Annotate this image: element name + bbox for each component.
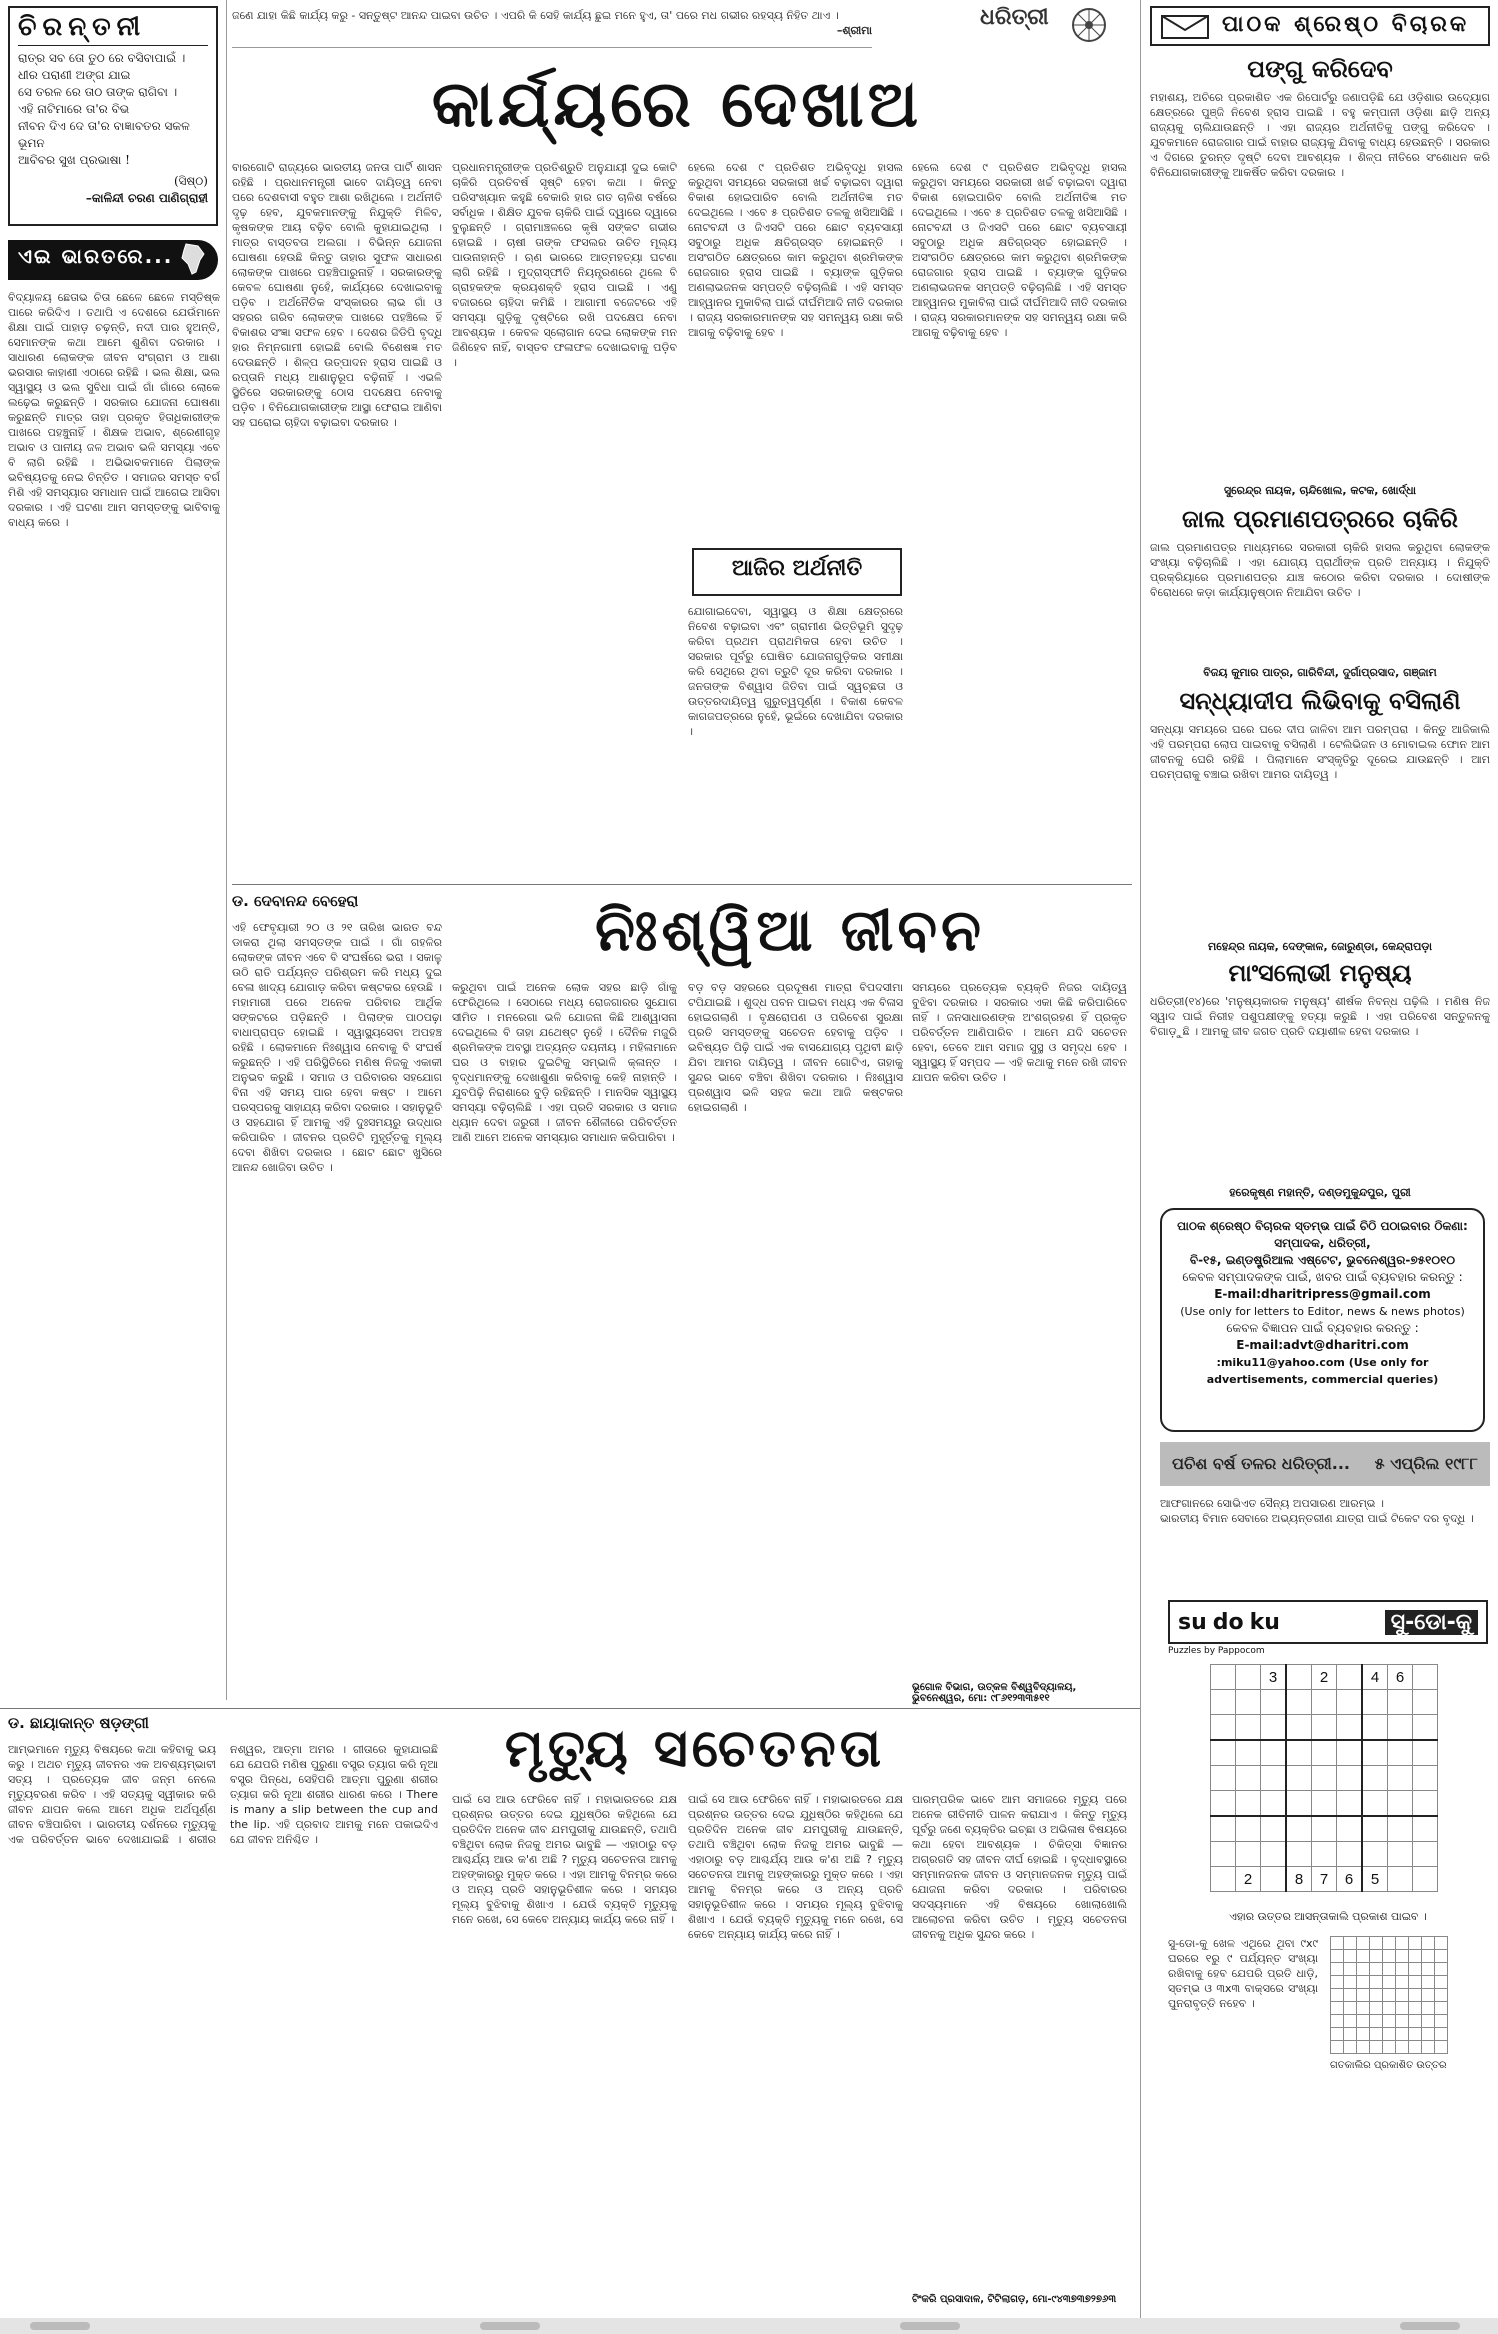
solution-cell <box>1370 1937 1383 1950</box>
article3-footer: ଟିଂକରି ପ୍ରସାଦାଳ, ଟିଟିଲାଗଡ଼, ମୋ-୯୪୩୭୩୭୨୭୬୩ <box>912 2294 1117 2305</box>
sudoku-cell[interactable] <box>1211 1867 1236 1892</box>
sudoku-cell[interactable]: 2 <box>1236 1867 1261 1892</box>
sudoku-cell[interactable] <box>1337 1791 1363 1817</box>
letter3-sig: ମହେନ୍ଦ୍ର ନାୟକ, ଦେଙ୍କାଳ, ଜୋରୁଣ୍ଡା, କେନ୍ଦ୍ରାପଡ଼ା <box>1208 940 1432 953</box>
article1-col3: ହେଲେ ଦେଶ ୯ ପ୍ରତିଶତ ଅଭିବୃଦ୍ଧି ହାସଲ କରୁଥିବା ସମୟରେ ସରକାରୀ ଖର୍ଚ୍ଚ ବଢ଼ାଇବା ଦ୍ୱାରା ବିକାଶ ହୋଇପାରିବ ବୋଲି ଅର୍ଥନୀତିଜ୍ଞ ମତ ଦେଇଥିଲେ । ଏବେ ୫ ପ୍ରତିଶତ ତଳକୁ ଖସିଆସିଛି । ନୋଟବନ୍ଦୀ ଓ ଜିଏସଟି ପରେ ଛୋଟ ବ୍ୟବସାୟୀ ସବୁଠାରୁ ଅଧିକ କ୍ଷତିଗ୍ରସ୍ତ ହୋଇଛନ୍ତି । ଅସଂଗଠିତ କ୍ଷେତ୍ରରେ କାମ କରୁଥିବା ଶ୍ରମିକଙ୍କ ରୋଜଗାର ହ୍ରାସ ପାଇଛି । ବ୍ୟାଙ୍କ ଗୁଡ଼ିକର ଅଣଲାଭଜନକ ସମ୍ପତ୍ତି ବଢ଼ିଚାଲିଛି । ଏହି ସମସ୍ତ ଆହ୍ୱାନର ମୁକାବିଲା ପାଇଁ ଦୀର୍ଘମିଆଦି ନୀତି ଦରକାର । ରାଜ୍ୟ ସରକାରମାନଙ୍କ ସହ ସମନ୍ୱୟ ରକ୍ଷା କରି ଆଗକୁ ବଢ଼ିବାକୁ ହେବ । <box>688 161 903 339</box>
anniversary-right: ୫ ଏପ୍ରିଲ ୧୯୮୮ <box>1374 1454 1478 1473</box>
solution-cell <box>1422 1950 1435 1963</box>
sudoku-cell[interactable] <box>1388 1816 1413 1842</box>
solution-cell <box>1409 1976 1422 1989</box>
solution-cell <box>1383 1989 1396 2002</box>
sudoku-cell[interactable] <box>1261 1766 1287 1791</box>
solution-cell <box>1435 2015 1448 2028</box>
solution-cell <box>1331 2015 1344 2028</box>
address-email1[interactable]: E-mail:dharitripress@gmail.com <box>1214 1287 1431 1301</box>
poem-line: ଆବିବର ସୁଖ ପ୍ରଭାଷା ! <box>18 153 130 167</box>
sudoku-cell[interactable] <box>1337 1665 1363 1690</box>
solution-cell <box>1435 1976 1448 1989</box>
solution-cell <box>1422 2015 1435 2028</box>
article2-col1: ଏହି ଫେବୃୟାରୀ ୨୦ ଓ ୨୧ ତାରିଖ ଭାରତ ବନ୍ଦ ଡାକରା ଥିଲା ସମସ୍ତଙ୍କ ପାଇଁ । ଗାଁ ଗହଳିର ଲୋକଙ୍କ ଜୀବନ ଏବେ ବି ସଂଘର୍ଷରେ ଭରା । ସକାଳୁ ଉଠି ରାତି ପର୍ଯ୍ୟନ୍ତ ପରିଶ୍ରମ କରି ମଧ୍ୟ ଦୁଇ ବେଳା ଖାଦ୍ୟ ଯୋଗାଡ଼ କରିବା କଷ୍ଟକର ହେଉଛି । ମହାମାରୀ ପରେ ଅନେକ ପରିବାର ଆର୍ଥିକ ସଙ୍କଟରେ ପଡ଼ିଛନ୍ତି । ପିଲାଙ୍କ ପାଠପଢ଼ା ବାଧାପ୍ରାପ୍ତ ହୋଇଛି । ସ୍ୱାସ୍ଥ୍ୟସେବା ଅପହଞ୍ଚ ରହିଛି । ଲୋକମାନେ ନିଃଶ୍ୱାସ ନେବାକୁ ବି ସଂଘର୍ଷ କରୁଛନ୍ତି । ଏହି ପରିସ୍ଥିତିରେ ମଣିଷ ନିଜକୁ ଏକାକୀ ଅନୁଭବ କରୁଛି । ସମାଜ ଓ ପରିବାରର ସହଯୋଗ ବିନା ଏହି ସମୟ ପାର ହେବା କଷ୍ଟ । ଆମେ ପରସ୍ପରକୁ ସାହାଯ୍ୟ କରିବା ଦରକାର । ସହାନୁଭୂତି ଓ ସହଯୋଗ ହିଁ ଆମକୁ ଏହି ଦୁଃସମୟରୁ ଉଦ୍ଧାର କରିପାରିବ । ଜୀବନର ପ୍ରତିଟି ମୁହୂର୍ତ୍ତକୁ ମୂଲ୍ୟ ଦେବା ଶିଖିବା ଦରକାର । ଛୋଟ ଛୋଟ ଖୁସିରେ ଆନନ୍ଦ ଖୋଜିବା ଉଚିତ । <box>232 921 442 1174</box>
solution-cell <box>1409 1989 1422 2002</box>
solution-cell <box>1370 1976 1383 1989</box>
solution-cell <box>1370 2028 1383 2041</box>
solution-cell <box>1331 1950 1344 1963</box>
sudoku-cell[interactable] <box>1337 1690 1363 1715</box>
solution-cell <box>1435 2002 1448 2015</box>
sudoku-cell[interactable]: 4 <box>1362 1665 1388 1690</box>
letters-header <box>1150 6 1490 46</box>
sudoku-cell[interactable] <box>1337 1766 1363 1791</box>
solution-cell <box>1370 1963 1383 1976</box>
sudoku-cell[interactable] <box>1413 1690 1438 1715</box>
sudoku-cell[interactable] <box>1261 1690 1287 1715</box>
sudoku-cell[interactable] <box>1236 1665 1261 1690</box>
solution-cell <box>1409 1937 1422 1950</box>
sudoku-cell[interactable] <box>1413 1665 1438 1690</box>
sudoku-cell[interactable] <box>1362 1842 1388 1867</box>
sudoku-cell[interactable] <box>1236 1842 1261 1867</box>
sudoku-cell[interactable] <box>1286 1766 1312 1791</box>
article2-footer: ଭୂଗୋଳ ବିଭାଗ, ଉତ୍କଳ ବିଶ୍ୱବିଦ୍ୟାଳୟ, ଭୁବନେଶ୍ୱର, ମୋ: ୯୮୬୧୨୩୩୫୧୧ <box>912 1682 1077 1704</box>
article3-headline: ମୃତ୍ୟୁ ସଚେତନତା <box>504 1718 886 1779</box>
poem-author: –କାଳିନ୍ଦୀ ଚରଣ ପାଣିଗ୍ରାହୀ <box>85 191 208 205</box>
sudoku-cell[interactable] <box>1362 1690 1388 1715</box>
solution-cell <box>1344 1976 1357 1989</box>
solution-cell <box>1331 2002 1344 2015</box>
letter1-sig: ସୁରେନ୍ଦ୍ର ନାୟକ, ଚାନ୍ଦିଖୋଲ, କଟକ, ଖୋର୍ଦ୍ଧା <box>1223 484 1417 497</box>
sudoku-cell[interactable] <box>1413 1715 1438 1741</box>
sudoku-cell[interactable] <box>1286 1715 1312 1741</box>
solution-cell <box>1435 2028 1448 2041</box>
address-box <box>1160 1208 1485 1432</box>
solution-cell <box>1409 2002 1422 2015</box>
sudoku-cell[interactable] <box>1211 1740 1236 1766</box>
sudoku-cell[interactable] <box>1362 1715 1388 1741</box>
sudoku-cell[interactable] <box>1286 1665 1312 1690</box>
article1-col1: ବାରଗୋଟି ରାଜ୍ୟରେ ଭାରତୀୟ ଜନତା ପାର୍ଟି ଶାସନ ରହିଛି । ପ୍ରଧାନମନ୍ତ୍ରୀ ଭାବେ ଦାୟିତ୍ୱ ନେବା ପରେ ଦେଶବାସୀ ବହୁତ ଆଶା ରଖିଥିଲେ । ଅର୍ଥନୀତି ଦୃଢ଼ ହେବ, ଯୁବକମାନଙ୍କୁ ନିଯୁକ୍ତି ମିଳିବ, କୃଷକଙ୍କ ଆୟ ବଢ଼ିବ ବୋଲି କୁହାଯାଇଥିଲା । ମାତ୍ର ବାସ୍ତବତା ଅଲଗା । ବିଭିନ୍ନ ଯୋଜନା ଘୋଷଣା ହେଉଛି କିନ୍ତୁ ତାହାର ସୁଫଳ ସାଧାରଣ ଲୋକଙ୍କ ପାଖରେ ପହଞ୍ଚିପାରୁନାହିଁ । ସରକାରଙ୍କୁ କେବଳ ଘୋଷଣା ନୁହେଁ, କାର୍ଯ୍ୟରେ ଦେଖାଇବାକୁ ପଡ଼ିବ । ଅର୍ଥନୈତିକ ସଂସ୍କାରର ଲାଭ ଗାଁ ଓ ସହରର ଗରିବ ଲୋକଙ୍କ ପାଖରେ ପହଞ୍ଚିଲେ ହିଁ ବିକାଶର ସଂଜ୍ଞା ସଫଳ ହେବ । ଦେଶର ଜିଡିପି ବୃଦ୍ଧି ହାର ନିମ୍ନଗାମୀ ହୋଇଛି ବୋଲି ବିଶେଷଜ୍ଞ ମତ ଦେଉଛନ୍ତି । ଶିଳ୍ପ ଉତ୍ପାଦନ ହ୍ରାସ ପାଇଛି ଓ ରପ୍ତାନି ମଧ୍ୟ ଆଶାନୁରୂପ ବଢ଼ିନାହିଁ । ଏଭଳି ସ୍ଥିତିରେ ସରକାରଙ୍କୁ ଠୋସ ପଦକ୍ଷେପ ନେବାକୁ ପଡ଼ିବ । ବିନିଯୋଗକାରୀଙ୍କ ଆସ୍ଥା ଫେରାଇ ଆଣିବା ସହ ଘରୋଇ ଚାହିଦା ବଢ଼ାଇବା ଦରକାର । <box>232 161 442 429</box>
solution-cell <box>1357 1976 1370 1989</box>
solution-cell <box>1370 1950 1383 1963</box>
sudoku-cell[interactable] <box>1413 1791 1438 1817</box>
sudoku-cell[interactable]: 5 <box>1362 1867 1388 1892</box>
sudoku-cell[interactable] <box>1337 1740 1363 1766</box>
solution-cell <box>1422 1963 1435 1976</box>
sudoku-cell[interactable] <box>1236 1715 1261 1741</box>
sudoku-cell[interactable] <box>1388 1715 1413 1741</box>
solution-cell <box>1435 1989 1448 2002</box>
sudoku-cell[interactable] <box>1236 1791 1261 1817</box>
quote-strip <box>232 8 872 48</box>
sudoku-cell[interactable] <box>1211 1690 1236 1715</box>
solution-cell <box>1422 1976 1435 1989</box>
sudoku-cell[interactable] <box>1211 1791 1236 1817</box>
solution-cell <box>1344 2028 1357 2041</box>
solution-cell <box>1370 2002 1383 2015</box>
article2-col2: କରୁଥିବା ପାଇଁ ଅନେକ ଲୋକ ସହର ଛାଡ଼ି ଗାଁକୁ ଫେରିଥିଲେ । ସେଠାରେ ମଧ୍ୟ ରୋଜଗାରର ସୁଯୋଗ ସୀମିତ । ମନରେଗା ଭଳି ଯୋଜନା କିଛି ଆଶ୍ୱାସନା ଦେଇଥିଲେ ବି ତାହା ଯଥେଷ୍ଟ ନୁହେଁ । ଦୈନିକ ମଜୁରି ଶ୍ରମିକଙ୍କ ଅବସ୍ଥା ଅତ୍ୟନ୍ତ ଦୟନୀୟ । ମହିଳାମାନେ ଘର ଓ ବାହାର ଦୁଇଟିକୁ ସମ୍ଭାଳି କ୍ଳାନ୍ତ । ବୃଦ୍ଧମାନଙ୍କୁ ଦେଖାଶୁଣା କରିବାକୁ କେହି ନାହାନ୍ତି । ଯୁବପିଢ଼ି ନିରାଶାରେ ବୁଡ଼ି ରହିଛନ୍ତି । ମାନସିକ ସ୍ୱାସ୍ଥ୍ୟ ସମସ୍ୟା ବଢ଼ିଚାଲିଛି । ଏହା ପ୍ରତି ସରକାର ଓ ସମାଜ ଧ୍ୟାନ ଦେବା ଜରୁରୀ । ଜୀବନ ଶୈଳୀରେ ପରିବର୍ତ୍ତନ ଆଣି ଆମେ ଅନେକ ସମସ୍ୟାର ସମାଧାନ କରିପାରିବା । <box>452 981 677 1144</box>
sudoku-cell[interactable] <box>1388 1766 1413 1791</box>
anniversary-item: ଭାରତୀୟ ବିମାନ ସେବାରେ ଅଭ୍ୟନ୍ତରୀଣ ଯାତ୍ରା ପାଇଁ ଟିକେଟ ଦର ବୃଦ୍ଧି । <box>1160 1512 1474 1525</box>
address-email2[interactable]: E-mail:advt@dharitri.com <box>1236 1338 1409 1352</box>
sudoku-grid <box>1210 1664 1438 1892</box>
sudoku-rules: ସୁ-ଡୋ-କୁ ଖେଳ ଏଥିରେ ଥିବା ୯x୯ ଘରରେ ୧ରୁ ୯ ପର୍ଯ୍ୟନ୍ତ ସଂଖ୍ୟା ରଖିବାକୁ ହେବ ଯେପରି ପ୍ରତି ଧାଡ଼ି, ସ୍ତମ୍ଭ ଓ ୩x୩ ବାକ୍ସରେ ସଂଖ୍ୟା ପୁନରାବୃତ୍ତି ନହେବ । <box>1168 1937 1318 2010</box>
sudoku-cell[interactable] <box>1362 1740 1388 1766</box>
solution-cell <box>1396 1989 1409 2002</box>
poem <box>18 50 208 169</box>
poem-line: ନୀବନ ଦିଏ ଦେ ତା'ର ବାଜ୍ଞାବତର ସକଳ ଭୂମନ <box>18 119 190 150</box>
solution-cell <box>1409 2028 1422 2041</box>
sudoku-cell[interactable] <box>1362 1766 1388 1791</box>
solution-cell <box>1370 2041 1383 2054</box>
solution-cell <box>1435 1937 1448 1950</box>
strip-handle-1[interactable] <box>30 2322 90 2330</box>
letter2-body: ଜାଲ ପ୍ରମାଣପତ୍ର ମାଧ୍ୟମରେ ସରକାରୀ ଚାକିରି ହାସଲ କରୁଥିବା ଲୋକଙ୍କ ସଂଖ୍ୟା ବଢ଼ିଚାଲିଛି । ଏହା ଯୋଗ୍ୟ ପ୍ରାର୍ଥୀଙ୍କ ପ୍ରତି ଅନ୍ୟାୟ । ନିଯୁକ୍ତି ପ୍ରକ୍ରିୟାରେ ପ୍ରମାଣପତ୍ର ଯାଞ୍ଚ କଠୋର କରିବା ଦରକାର । ଦୋଷୀଙ୍କ ବିରୋଧରେ କଡ଼ା କାର୍ଯ୍ୟାନୁଷ୍ଠାନ ନିଆଯିବା ଉଚିତ । <box>1150 541 1490 599</box>
sudoku-cell[interactable] <box>1337 1816 1363 1842</box>
solution-cell <box>1422 2002 1435 2015</box>
solution-cell <box>1409 2041 1422 2054</box>
sudoku-cell[interactable] <box>1312 1766 1337 1791</box>
sudoku-brand-do: do <box>1212 1609 1244 1635</box>
solution-cell <box>1344 2041 1357 2054</box>
sudoku-cell[interactable] <box>1388 1867 1413 1892</box>
solution-cell <box>1331 1963 1344 1976</box>
sudoku-cell[interactable]: 8 <box>1286 1867 1312 1892</box>
sudoku-cell[interactable] <box>1286 1690 1312 1715</box>
article3-col4: ପାରମ୍ପରିକ ଭାବେ ଆମ ସମାଜରେ ମୃତ୍ୟୁ ପରେ ଅନେକ ରୀତିନୀତି ପାଳନ କରାଯାଏ । କିନ୍ତୁ ମୃତ୍ୟୁ ପୂର୍ବରୁ ଜଣେ ବ୍ୟକ୍ତିର ଇଚ୍ଛା ଓ ଅଭିଳାଷ ବିଷୟରେ କଥା ହେବା ଆବଶ୍ୟକ । ଚିକିତ୍ସା ବିଜ୍ଞାନର ଅଗ୍ରଗତି ସହ ଜୀବନ ଦୀର୍ଘ ହୋଇଛି । ବୃଦ୍ଧାବସ୍ଥାରେ ସମ୍ମାନଜନକ ଜୀବନ ଓ ସମ୍ମାନଜନକ ମୃତ୍ୟୁ ପାଇଁ ଯୋଜନା କରିବା ଦରକାର । ପରିବାରର ସଦସ୍ୟମାନେ ଏହି ବିଷୟରେ ଖୋଲାଖୋଲି ଆଲୋଚନା କରିବା ଉଚିତ । ମୃତ୍ୟୁ ସଚେତନତା ଜୀବନକୁ ଅଧିକ ସୁନ୍ଦର କରେ । <box>912 1793 1127 1941</box>
letter1-body: ମହାଶୟ, ଅଚିରେ ପ୍ରକାଶିତ ଏକ ରିପୋର୍ଟରୁ ଜଣାପଡ଼ିଛି ଯେ ଓଡ଼ିଶାର ଉଦ୍ୟୋଗ କ୍ଷେତ୍ରରେ ପୁଞ୍ଜି ନିବେଶ ହ୍ରାସ ପାଇଛି । ବହୁ କମ୍ପାନୀ ଓଡ଼ିଶା ଛାଡ଼ି ଅନ୍ୟ ରାଜ୍ୟକୁ ଚାଲିଯାଉଛନ୍ତି । ଏହା ରାଜ୍ୟର ଅର୍ଥନୀତିକୁ ପଙ୍ଗୁ କରିଦେବ । ଯୁବକମାନେ ରୋଜଗାର ପାଇଁ ବାହାର ରାଜ୍ୟକୁ ଯିବାକୁ ବାଧ୍ୟ ହେଉଛନ୍ତି । ସରକାର ଏ ଦିଗରେ ତୁରନ୍ତ ଦୃଷ୍ଟି ଦେବା ଆବଶ୍ୟକ । ଶିଳ୍ପ ନୀତିରେ ସଂଶୋଧନ କରି ବିନିଯୋଗକାରୀଙ୍କୁ ଆକର୍ଷିତ କରିବା ଦରକାର । <box>1150 91 1490 179</box>
poem-line: ରାତ୍ର ସବ ତୋ ତୁଠ ରେ ବସିବାପାଇଁ । <box>18 51 186 65</box>
sudoku-cell[interactable] <box>1388 1740 1413 1766</box>
address-line2: ସମ୍ପାଦକ, ଧରିତ୍ରୀ, <box>1274 1236 1371 1250</box>
sudoku-cell[interactable] <box>1312 1715 1337 1741</box>
sudoku-cell[interactable] <box>1286 1791 1312 1817</box>
envelope-icon <box>1160 14 1210 46</box>
letter1-title: ପଙ୍ଗୁ କରିଦେବ <box>1247 54 1393 83</box>
sudoku-brand-odia: ସୁ-ଡୋ-କୁ <box>1385 1610 1478 1635</box>
address-line7: କେବଳ ବିଜ୍ଞାପନ ପାଇଁ ବ୍ୟବହାର କରନ୍ତୁ : <box>1226 1321 1419 1335</box>
solution-cell <box>1344 1950 1357 1963</box>
solution-cell <box>1344 2015 1357 2028</box>
solution-cell <box>1344 2002 1357 2015</box>
sudoku-cell[interactable] <box>1362 1816 1388 1842</box>
sudoku-solution-grid <box>1330 1936 1448 2054</box>
anniversary-items <box>1160 1496 1490 1586</box>
strip-handle-3[interactable] <box>900 2322 960 2330</box>
sudoku-cell[interactable] <box>1236 1766 1261 1791</box>
solution-cell <box>1409 2015 1422 2028</box>
solution-cell <box>1396 2002 1409 2015</box>
quote-author: –ଶ୍ରୀମା <box>836 24 872 37</box>
solution-cell <box>1396 1937 1409 1950</box>
article3-col2: ପାଇଁ ସେ ଆଉ ଫେରିବେ ନାହିଁ । ମହାଭାରତରେ ଯକ୍ଷ ପ୍ରଶ୍ନର ଉତ୍ତର ଦେଇ ଯୁଧିଷ୍ଠିର କହିଥିଲେ ଯେ ପ୍ରତିଦିନ ଅନେକ ଜୀବ ଯମପୁରୀକୁ ଯାଉଛନ୍ତି, ତଥାପି ବଞ୍ଚିଥିବା ଲୋକ ନିଜକୁ ଅମର ଭାବୁଛି — ଏହାଠାରୁ ବଡ଼ ଆଶ୍ଚର୍ଯ୍ୟ ଆଉ କ'ଣ ଅଛି ? ମୃତ୍ୟୁ ସଚେତନତା ଆମକୁ ଅହଙ୍କାରରୁ ମୁକ୍ତ କରେ । ଏହା ଆମକୁ ବିନମ୍ର କରେ ଓ ଅନ୍ୟ ପ୍ରତି ସହାନୁଭୂତିଶୀଳ କରେ । ସମୟର ମୂଲ୍ୟ ବୁଝିବାକୁ ଶିଖାଏ । ଯେଉଁ ବ୍ୟକ୍ତି ମୃତ୍ୟୁକୁ ମନେ ରଖେ, ସେ କେବେ ଅନ୍ୟାୟ କାର୍ଯ୍ୟ କରେ ନାହିଁ । <box>452 1793 677 1926</box>
solution-cell <box>1357 2002 1370 2015</box>
solution-cell <box>1331 1989 1344 2002</box>
letter3-title: ସନ୍ଧ୍ୟାଦୀପ ଲିଭିବାକୁ ବସିଲାଣି <box>1179 686 1461 715</box>
sudoku-cell[interactable] <box>1211 1766 1236 1791</box>
solution-cell <box>1396 2028 1409 2041</box>
sudoku-brand-ku: ku <box>1249 1609 1280 1635</box>
sudoku-cell[interactable] <box>1388 1791 1413 1817</box>
sudoku-cell[interactable] <box>1236 1816 1261 1842</box>
sudoku-cell[interactable] <box>1261 1816 1287 1842</box>
poem-source: (ସିଷ୍ଠ) <box>173 174 208 188</box>
chirantani-box <box>8 6 218 226</box>
solution-cell <box>1357 2041 1370 2054</box>
ajira-arthaniti-box <box>692 548 902 596</box>
letter4-sig: ହରେକୃଷ୍ଣ ମହାନ୍ତି, ଦଣ୍ଡମୁକୁନ୍ଦପୁର, ପୁରୀ <box>1229 1186 1411 1199</box>
sudoku-credit: Puzzles by Pappocom <box>1168 1646 1265 1656</box>
sudoku-cell[interactable] <box>1261 1842 1287 1867</box>
sudoku-cell[interactable] <box>1312 1690 1337 1715</box>
solution-cell <box>1357 1989 1370 2002</box>
sudoku-cell[interactable] <box>1388 1842 1413 1867</box>
anniversary-left: ପଚିଶ ବର୍ଷ ତଳର ଧରିତ୍ରୀ... <box>1172 1454 1350 1473</box>
solution-cell <box>1396 2041 1409 2054</box>
sudoku-cell[interactable] <box>1286 1842 1312 1867</box>
solution-cell <box>1396 1950 1409 1963</box>
article3-col1: ଆମ୍ଭମାନେ ମୃତ୍ୟୁ ବିଷୟରେ କଥା କହିବାକୁ ଭୟ କରୁ । ଅଥଚ ମୃତ୍ୟୁ ଜୀବନର ଏକ ଅବଶ୍ୟମ୍ଭାବୀ ସତ୍ୟ । ପ୍ରତ୍ୟେକ ଜୀବ ଜନ୍ମ ନେଲେ ମୃତ୍ୟୁବରଣ କରିବ । ଏହି ସତ୍ୟକୁ ସ୍ୱୀକାର କରି ଜୀବନ ଯାପନ କଲେ ଆମେ ଅଧିକ ଅର୍ଥପୂର୍ଣ୍ଣ ଜୀବନ ବଞ୍ଚିପାରିବା । ଭାରତୀୟ ଦର୍ଶନରେ ମୃତ୍ୟୁକୁ ଏକ ପରିବର୍ତ୍ତନ ଭାବେ ଦେଖାଯାଇଛି । ଶରୀର ନଶ୍ୱର, ଆତ୍ମା ଅମର । ଗୀତାରେ କୁହାଯାଇଛି ଯେ ଯେପରି ମଣିଷ ପୁରୁଣା ବସ୍ତ୍ର ତ୍ୟାଗ କରି ନୂଆ ବସ୍ତ୍ର ପିନ୍ଧେ, ସେହିପରି ଆତ୍ମା ପୁରୁଣା ଶରୀର ତ୍ୟାଗ କରି ନୂଆ ଶରୀର ଧାରଣ କରେ । There is many a slip between the cup and the lip. ଏହି ପ୍ରବାଦ ଆମକୁ ମନେ ପକାଇଦିଏ ଯେ ଜୀବନ ଅନିଶ୍ଚିତ । <box>8 1743 438 1846</box>
article2-headline: ନିଃଶ୍ୱିଆ ଜୀବନ <box>594 896 986 964</box>
solution-cell <box>1357 2015 1370 2028</box>
strip-handle-2[interactable] <box>480 2322 540 2330</box>
solution-cell <box>1383 1950 1396 1963</box>
solution-cell <box>1383 1963 1396 1976</box>
article2-col4: ସମୟରେ ପ୍ରତ୍ୟେକ ବ୍ୟକ୍ତି ନିଜର ଦାୟିତ୍ୱ ବୁଝିବା ଦରକାର । ସରକାର ଏକା କିଛି କରିପାରିବେ ନାହିଁ । ଜନସାଧାରଣଙ୍କ ଅଂଶଗ୍ରହଣ ହିଁ ପ୍ରକୃତ ପରିବର୍ତ୍ତନ ଆଣିପାରିବ । ଆମେ ଯଦି ସଚେତନ ହେବା, ତେବେ ଆମ ସମାଜ ସୁସ୍ଥ ଓ ସମୃଦ୍ଧ ହେବ । ସ୍ୱାସ୍ଥ୍ୟ ହିଁ ସମ୍ପଦ — ଏହି କଥାକୁ ମନେ ରଖି ଜୀବନ ଯାପନ କରିବା ଉଚିତ । <box>912 981 1127 1084</box>
solution-cell <box>1344 1937 1357 1950</box>
solution-cell <box>1383 2015 1396 2028</box>
sudoku-cell[interactable] <box>1413 1766 1438 1791</box>
address-line6: (Use only for letters to Editor, news & news photos) <box>1180 1305 1465 1318</box>
solution-cell <box>1396 1963 1409 1976</box>
sudoku-cell[interactable] <box>1337 1842 1363 1867</box>
sudoku-cell[interactable] <box>1261 1740 1287 1766</box>
article1-col2: ପ୍ରଧାନମନ୍ତ୍ରୀଙ୍କ ପ୍ରତିଶ୍ରୁତି ଅନୁଯାୟୀ ଦୁଇ କୋଟି ଚାକିରି ପ୍ରତିବର୍ଷ ସୃଷ୍ଟି ହେବା କଥା । କିନ୍ତୁ ପରିସଂଖ୍ୟାନ କହୁଛି ବେକାରି ହାର ଗତ ଚାଳିଶ ବର୍ଷରେ ସର୍ବାଧିକ । ଶିକ୍ଷିତ ଯୁବକ ଚାକିରି ପାଇଁ ଦ୍ୱାରେ ଦ୍ୱାରେ ବୁଲୁଛନ୍ତି । ଗ୍ରାମାଞ୍ଚଳରେ କୃଷି ସଙ୍କଟ ଗଭୀର ହୋଇଛି । ଚାଷୀ ତାଙ୍କ ଫସଲର ଉଚିତ ମୂଲ୍ୟ ପାଉନାହାନ୍ତି । ଋଣ ଭାରରେ ଆତ୍ମହତ୍ୟା ଘଟଣା ଲାଗି ରହିଛି । ମୁଦ୍ରାସ୍ଫୀତି ନିୟନ୍ତ୍ରଣରେ ଥିଲେ ବି ଗ୍ରାହକଙ୍କ କ୍ରୟଶକ୍ତି ହ୍ରାସ ପାଇଛି । ଏଣୁ ବଜାରରେ ଚାହିଦା କମିଛି । ଆଗାମୀ ବଜେଟରେ ଏହି ସମସ୍ୟା ଗୁଡ଼ିକୁ ଦୃଷ୍ଟିରେ ରଖି ପଦକ୍ଷେପ ନେବା ଆବଶ୍ୟକ । କେବଳ ସ୍ଲୋଗାନ ଦେଇ ଲୋକଙ୍କ ମନ ଜିଣିହେବ ନାହିଁ, ବାସ୍ତବ ଫଳାଫଳ ଦେଖାଇବାକୁ ପଡ଼ିବ । <box>452 161 677 369</box>
sudoku-cell[interactable]: 2 <box>1312 1665 1337 1690</box>
sudoku-cell[interactable] <box>1211 1816 1236 1842</box>
solution-cell <box>1435 1950 1448 1963</box>
solution-cell <box>1370 1989 1383 2002</box>
solution-cell <box>1383 1976 1396 1989</box>
sudoku-cell[interactable] <box>1211 1842 1236 1867</box>
sudoku-cell[interactable] <box>1388 1690 1413 1715</box>
article1-col4: ହେଲେ ଦେଶ ୯ ପ୍ରତିଶତ ଅଭିବୃଦ୍ଧି ହାସଲ କରୁଥିବା ସମୟରେ ସରକାରୀ ଖର୍ଚ୍ଚ ବଢ଼ାଇବା ଦ୍ୱାରା ବିକାଶ ହୋଇପାରିବ ବୋଲି ଅର୍ଥନୀତିଜ୍ଞ ମତ ଦେଇଥିଲେ । ଏବେ ୫ ପ୍ରତିଶତ ତଳକୁ ଖସିଆସିଛି । ନୋଟବନ୍ଦୀ ଓ ଜିଏସଟି ପରେ ଛୋଟ ବ୍ୟବସାୟୀ ସବୁଠାରୁ ଅଧିକ କ୍ଷତିଗ୍ରସ୍ତ ହୋଇଛନ୍ତି । ଅସଂଗଠିତ କ୍ଷେତ୍ରରେ କାମ କରୁଥିବା ଶ୍ରମିକଙ୍କ ରୋଜଗାର ହ୍ରାସ ପାଇଛି । ବ୍ୟାଙ୍କ ଗୁଡ଼ିକର ଅଣଲାଭଜନକ ସମ୍ପତ୍ତି ବଢ଼ିଚାଲିଛି । ଏହି ସମସ୍ତ ଆହ୍ୱାନର ମୁକାବିଲା ପାଇଁ ଦୀର୍ଘମିଆଦି ନୀତି ଦରକାର । ରାଜ୍ୟ ସରକାରମାନଙ୍କ ସହ ସମନ୍ୱୟ ରକ୍ଷା କରି ଆଗକୁ ବଢ଼ିବାକୁ ହେବ । <box>912 161 1127 339</box>
strip-handle-4[interactable] <box>1400 2322 1460 2330</box>
sudoku-answer-note: ଏହାର ଉତ୍ତର ଆସନ୍ତାକାଲି ପ୍ରକାଶ ପାଇବ । <box>1229 1910 1427 1923</box>
sudoku-cell[interactable] <box>1236 1690 1261 1715</box>
solution-cell <box>1409 1950 1422 1963</box>
sudoku-cell[interactable] <box>1413 1816 1438 1842</box>
letters-title: ପାଠକ ଶ୍ରେଷ୍ଠ ବିଚାରକ <box>1222 12 1470 37</box>
solution-cell <box>1435 1963 1448 1976</box>
solution-cell <box>1409 1963 1422 1976</box>
letter2-sig: ବିଜୟ କୁମାର ପାତ୍ର, ଗାରିବିନ୍ଦୀ, ଦୁର୍ଗାପ୍ରସାଦ, ଗଞ୍ଜାମ <box>1203 666 1437 679</box>
solution-cell <box>1357 1963 1370 1976</box>
sudoku-cell[interactable] <box>1337 1715 1363 1741</box>
address-line9: :miku11@yahoo.com (Use only for advertisements, commercial queries) <box>1206 1356 1439 1386</box>
letter4-body: ଧରିତ୍ରୀ(୧୪)ରେ 'ମନୁଷ୍ୟକାରକ ମନୁଷ୍ୟ' ଶୀର୍ଷକ ନିବନ୍ଧ ପଢ଼ିଲି । ମଣିଷ ନିଜ ସ୍ୱାଦ ପାଇଁ ନିରୀହ ପଶୁପକ୍ଷୀଙ୍କୁ ହତ୍ୟା କରୁଛି । ଏହା ପରିବେଶ ସନ୍ତୁଳନକୁ ବିଗାଡ଼ୁଛି । ଆମକୁ ଜୀବ ଜଗତ ପ୍ରତି ଦୟାଶୀଳ ହେବା ଦରକାର । <box>1150 995 1490 1038</box>
poem-line: ସେ ତରଳ ରେ ତାଠ ତାଙ୍କ ରାଗିବା । <box>18 85 178 99</box>
letter4-title: ମାଂସଲୋଭୀ ମନୁଷ୍ୟ <box>1228 958 1412 987</box>
letter2-title: ଜାଲ ପ୍ରମାଣପତ୍ରରେ ଚାକିରି <box>1182 504 1458 533</box>
poem-line: ଧୀର ପରାଣୀ ଅଙ୍ଗ ଯାଇ <box>18 68 131 82</box>
sudoku-cell[interactable] <box>1413 1842 1438 1867</box>
solution-cell <box>1331 2041 1344 2054</box>
solution-cell <box>1396 1976 1409 1989</box>
logo-text: ଧରିତ୍ରୀ <box>980 4 1049 30</box>
article3-col3: ପାଇଁ ସେ ଆଉ ଫେରିବେ ନାହିଁ । ମହାଭାରତରେ ଯକ୍ଷ ପ୍ରଶ୍ନର ଉତ୍ତର ଦେଇ ଯୁଧିଷ୍ଠିର କହିଥିଲେ ଯେ ପ୍ରତିଦିନ ଅନେକ ଜୀବ ଯମପୁରୀକୁ ଯାଉଛନ୍ତି, ତଥାପି ବଞ୍ଚିଥିବା ଲୋକ ନିଜକୁ ଅମର ଭାବୁଛି — ଏହାଠାରୁ ବଡ଼ ଆଶ୍ଚର୍ଯ୍ୟ ଆଉ କ'ଣ ଅଛି ? ମୃତ୍ୟୁ ସଚେତନତା ଆମକୁ ଅହଙ୍କାରରୁ ମୁକ୍ତ କରେ । ଏହା ଆମକୁ ବିନମ୍ର କରେ ଓ ଅନ୍ୟ ପ୍ରତି ସହାନୁଭୂତିଶୀଳ କରେ । ସମୟର ମୂଲ୍ୟ ବୁଝିବାକୁ ଶିଖାଏ । ଯେଉଁ ବ୍ୟକ୍ତି ମୃତ୍ୟୁକୁ ମନେ ରଖେ, ସେ କେବେ ଅନ୍ୟାୟ କାର୍ଯ୍ୟ କରେ ନାହିଁ । <box>688 1793 903 1941</box>
sudoku-cell[interactable] <box>1261 1867 1287 1892</box>
sudoku-cell[interactable] <box>1312 1791 1337 1817</box>
chirantani-title: ଚିରନ୍ତନୀ <box>18 12 147 42</box>
ei-bharatare-body: ବିଦ୍ୟାଳୟ ଛେତାଭ ଚିତା ଛେଳେ ଛେଳେ ମସ୍ତିଷ୍କ ପାରେ କରିଦିଏ । ତଥାପି ଏ ଦେଶରେ ଯେଉଁମାନେ ଶିକ୍ଷା ପାଇଁ ପାହାଡ଼ ଚଢ଼ନ୍ତି, ନଦୀ ପାର ହୁଅନ୍ତି, ସେମାନଙ୍କ କଥା ଆମେ ଶୁଣିବା ଦରକାର । ସାଧାରଣ ଲୋକଙ୍କ ଜୀବନ ସଂଗ୍ରାମ ଓ ଆଶା ଭରସାର କାହାଣୀ ଏଠାରେ ରହିଛି । ଭଲ ଶିକ୍ଷା, ଭଲ ସ୍ୱାସ୍ଥ୍ୟ ଓ ଭଲ ସୁବିଧା ପାଇଁ ଗାଁ ଗାଁରେ ଲୋକେ ଲଢ଼େଇ କରୁଛନ୍ତି । ସରକାର ଯୋଜନା ଘୋଷଣା କରୁଛନ୍ତି ମାତ୍ର ତାହା ପ୍ରକୃତ ହିତାଧିକାରୀଙ୍କ ପାଖରେ ପହଞ୍ଚୁନାହିଁ । ଶିକ୍ଷକ ଅଭାବ, ଶ୍ରେଣୀଗୃହ ଅଭାବ ଓ ପାନୀୟ ଜଳ ଅଭାବ ଭଳି ସମସ୍ୟା ଏବେ ବି ଲାଗି ରହିଛି । ଅଭିଭାବକମାନେ ପିଲାଙ୍କ ଭବିଷ୍ୟତକୁ ନେଇ ଚିନ୍ତିତ । ସମାଜର ସମସ୍ତ ବର୍ଗ ମିଶି ଏହି ସମସ୍ୟାର ସମାଧାନ ପାଇଁ ଆଗେଇ ଆସିବା ଦରକାର । ଏହି ଘଟଣା ଆମ ସମସ୍ତଙ୍କୁ ଭାବିବାକୁ ବାଧ୍ୟ କରେ । <box>8 291 220 529</box>
solution-cell <box>1396 2015 1409 2028</box>
sudoku-cell[interactable]: 3 <box>1261 1665 1287 1690</box>
sudoku-cell[interactable] <box>1312 1842 1337 1867</box>
solution-cell <box>1435 2041 1448 2054</box>
sudoku-prev-label: ଗତକାଲିର ପ୍ରକାଶିତ ଉତ୍ତର <box>1330 2060 1447 2071</box>
solution-cell <box>1331 2028 1344 2041</box>
solution-cell <box>1357 2028 1370 2041</box>
sudoku-cell[interactable] <box>1286 1740 1312 1766</box>
solution-cell <box>1331 1937 1344 1950</box>
anniversary-item: ଆଫଗାନରେ ସୋଭିଏତ ସୈନ୍ୟ ଅପସାରଣ ଆରମ୍ଭ । <box>1160 1497 1384 1510</box>
solution-cell <box>1370 2015 1383 2028</box>
wheel-icon <box>1070 6 1108 48</box>
sudoku-cell[interactable] <box>1413 1867 1438 1892</box>
solution-cell <box>1422 1989 1435 2002</box>
sudoku-cell[interactable] <box>1211 1665 1236 1690</box>
sudoku-cell[interactable] <box>1261 1791 1287 1817</box>
solution-cell <box>1357 1937 1370 1950</box>
sudoku-cell[interactable] <box>1236 1740 1261 1766</box>
sudoku-brand-su: su <box>1178 1609 1207 1635</box>
bottom-strip <box>0 2318 1498 2334</box>
sudoku-cell[interactable] <box>1312 1816 1337 1842</box>
solution-cell <box>1422 2041 1435 2054</box>
sudoku-cell[interactable] <box>1261 1715 1287 1741</box>
article3-byline: ଡ. ଛାୟାକାନ୍ତ ଷଡ଼ଙ୍ଗୀ <box>8 1714 149 1732</box>
solution-cell <box>1422 1937 1435 1950</box>
solution-cell <box>1344 1989 1357 2002</box>
ei-bharatare-banner <box>8 240 218 280</box>
solution-cell <box>1344 1963 1357 1976</box>
sudoku-cell[interactable] <box>1211 1715 1236 1741</box>
quote-text: ଜଣେ ଯାହା କିଛି କାର୍ଯ୍ୟ କରୁ - ସନ୍ତୁଷ୍ଟ ଆନନ୍ଦ ପାଇବା ଉଚିତ । ଏପରି କି ସେହି କାର୍ଯ୍ୟ ଛୁଇ ମନେ ହୁଏ, ତା' ପରେ ମଧ ଗଭୀର ରହସ୍ୟ ନିହିତ ଥାଏ । <box>232 9 839 22</box>
india-map-icon <box>176 242 210 281</box>
sudoku-cell[interactable]: 6 <box>1388 1665 1413 1690</box>
solution-cell <box>1383 1937 1396 1950</box>
solution-cell <box>1331 1976 1344 1989</box>
solution-cell <box>1422 2028 1435 2041</box>
sudoku-cell[interactable]: 6 <box>1337 1867 1363 1892</box>
article2-col3: ବଡ଼ ବଡ଼ ସହରରେ ପ୍ରଦୂଷଣ ମାତ୍ରା ବିପଦସୀମା ଟପିଯାଇଛି । ଶୁଦ୍ଧ ପବନ ପାଇବା ମଧ୍ୟ ଏକ ବିଳାସ ହୋଇଗଲାଣି । ବୃକ୍ଷରୋପଣ ଓ ପରିବେଶ ସୁରକ୍ଷା ପ୍ରତି ସମସ୍ତଙ୍କୁ ସଚେତନ ହେବାକୁ ପଡ଼ିବ । ଭବିଷ୍ୟତ ପିଢ଼ି ପାଇଁ ଏକ ବାସଯୋଗ୍ୟ ପୃଥିବୀ ଛାଡ଼ି ଯିବା ଆମର ଦାୟିତ୍ୱ । ଜୀବନ ଗୋଟିଏ, ତାହାକୁ ସୁନ୍ଦର ଭାବେ ବଞ୍ଚିବା ଶିଖିବା ଦରକାର । ନିଃଶ୍ୱାସ ପ୍ରଶ୍ୱାସ ଭଳି ସହଜ କଥା ଆଜି କଷ୍ଟକର ହୋଇଗଲାଣି । <box>688 981 903 1114</box>
ajira-arthaniti-label: ଆଜିର ଅର୍ଥନୀତି <box>731 556 863 581</box>
solution-cell <box>1357 1950 1370 1963</box>
solution-cell <box>1383 2002 1396 2015</box>
letter3-body: ସନ୍ଧ୍ୟା ସମୟରେ ଘରେ ଘରେ ଦୀପ ଜାଳିବା ଆମ ପରମ୍ପରା । କିନ୍ତୁ ଆଜିକାଲି ଏହି ପରମ୍ପରା ଲୋପ ପାଇବାକୁ ବସିଲାଣି । ଟେଲିଭିଜନ ଓ ମୋବାଇଲ ଫୋନ ଆମ ଜୀବନକୁ ଘେରି ରହିଛି । ପିଲାମାନେ ସଂସ୍କୃତିରୁ ଦୂରେଇ ଯାଉଛନ୍ତି । ଆମ ପରମ୍ପରାକୁ ବଞ୍ଚାଇ ରଖିବା ଆମର ଦାୟିତ୍ୱ । <box>1150 723 1490 781</box>
solution-cell <box>1383 2041 1396 2054</box>
sudoku-cell[interactable] <box>1286 1816 1312 1842</box>
address-line3: ବି-୧୫, ଇଣ୍ଡଷ୍ଟ୍ରିଆଲ ଏଷ୍ଟେଟ, ଭୁବନେଶ୍ୱର-୭୫୧୦୧୦ <box>1189 1253 1456 1267</box>
article1-col3b: ଯୋଗାଇଦେବା, ସ୍ୱାସ୍ଥ୍ୟ ଓ ଶିକ୍ଷା କ୍ଷେତ୍ରରେ ନିବେଶ ବଢ଼ାଇବା ଏବଂ ଗ୍ରାମୀଣ ଭିତ୍ତିଭୂମି ସୁଦୃଢ଼ କରିବା ପ୍ରଥମ ପ୍ରାଥମିକତା ହେବା ଉଚିତ । ସରକାର ପୂର୍ବରୁ ଘୋଷିତ ଯୋଜନାଗୁଡ଼ିକର ସମୀକ୍ଷା କରି ସେଥିରେ ଥିବା ତ୍ରୁଟି ଦୂର କରିବା ଦରକାର । ଜନତାଙ୍କ ବିଶ୍ୱାସ ଜିତିବା ପାଇଁ ସ୍ୱଚ୍ଛତା ଓ ଉତ୍ତରଦାୟିତ୍ୱ ଗୁରୁତ୍ୱପୂର୍ଣ୍ଣ । ବିକାଶ କେବଳ କାଗଜପତ୍ରରେ ନୁହେଁ, ଭୂଇଁରେ ଦେଖାଯିବା ଦରକାର । <box>688 605 903 738</box>
article2-byline: ଡ. ଦେବାନନ୍ଦ ବେହେରା <box>232 892 359 910</box>
article1-headline: କାର୍ଯ୍ୟରେ ଦେଖାଅ <box>431 67 923 142</box>
sudoku-header <box>1168 1600 1488 1644</box>
sudoku-cell[interactable]: 7 <box>1312 1867 1337 1892</box>
sudoku-cell[interactable] <box>1312 1740 1337 1766</box>
address-line4: କେବଳ ସମ୍ପାଦକଙ୍କ ପାଇଁ, ଖବର ପାଇଁ ବ୍ୟବହାର କରନ୍ତୁ : <box>1182 1270 1463 1284</box>
sudoku-cell[interactable] <box>1362 1791 1388 1817</box>
ei-bharatare-title: ଏଇ ଭାରତରେ... <box>18 244 174 268</box>
dharitri-logo <box>980 4 1110 52</box>
anniversary-strip <box>1160 1442 1490 1486</box>
address-line1: ପାଠକ ଶ୍ରେଷ୍ଠ ବିଚାରକ ସ୍ତମ୍ଭ ପାଇଁ ଚିଠି ପଠାଇବାର ଠିକଣା: <box>1177 1219 1468 1233</box>
sudoku-cell[interactable] <box>1413 1740 1438 1766</box>
poem-line: ଏହି ନାଟିମାରେ ତା'ର ବିଭ <box>18 102 130 116</box>
solution-cell <box>1383 2028 1396 2041</box>
